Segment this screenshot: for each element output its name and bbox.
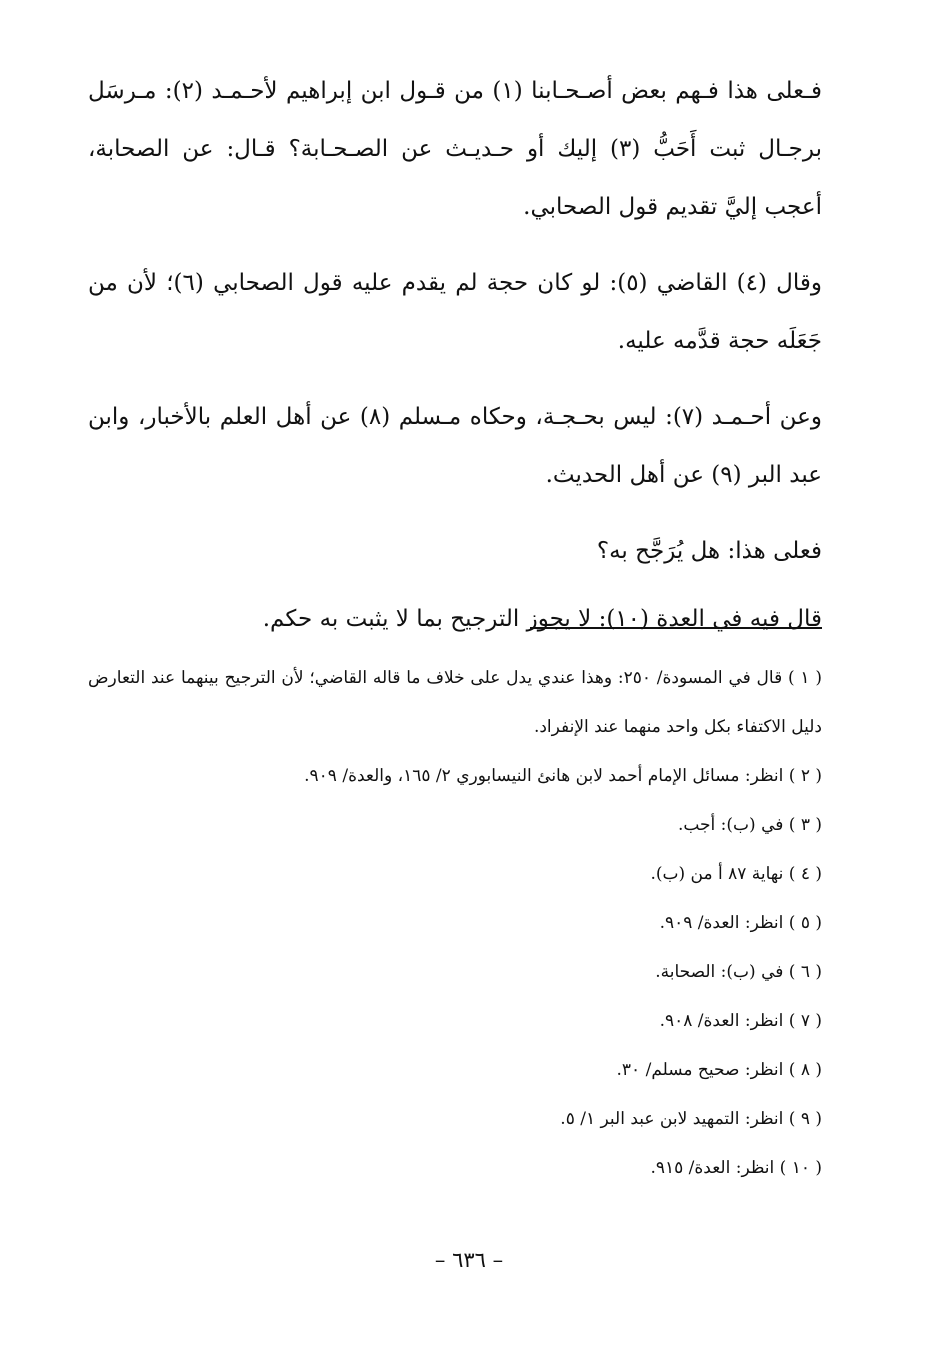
footnote: ( ٤ ) نهاية ٨٧ أ من (ب). xyxy=(650,864,822,884)
paragraph: قال فيه في العدة (١٠): لا يجوز الترجيح بما لا يثبت به حكم. xyxy=(262,606,822,632)
footnote: ( ٨ ) انظر: صحيح مسلم/ ٣٠. xyxy=(616,1060,822,1080)
paragraph: وقال (٤) القاضي (٥): لو كان حجة لم يقدم عليه قول الصحابي (٦)؛ لأن من جَعَلَه حجة قدَّمه عليه. xyxy=(88,270,822,354)
paragraph: وعن أحـمـد (٧): ليس بحـجـة، وحكاه مـسلم (٨) عن أهل العلم بالأخبار، وابن عبد البر (٩) عن أهل الحديث. xyxy=(88,404,822,488)
footnote: ( ٩ ) انظر: التمهيد لابن عبد البر ١/ ٥. xyxy=(560,1109,822,1129)
page-number: – ٦٣٦ – xyxy=(434,1248,504,1272)
footnotes xyxy=(88,654,822,1193)
footnote: ( ٥ ) انظر: العدة/ ٩٠٩. xyxy=(659,913,822,933)
footnote: ( ٧ ) انظر: العدة/ ٩٠٨. xyxy=(659,1011,822,1031)
footnote: ( ٦ ) في (ب): الصحابة. xyxy=(655,962,822,982)
paragraph: فعلى هذا: هل يُرَجَّح به؟ xyxy=(596,538,822,564)
main-text xyxy=(88,62,822,658)
footnote-separator xyxy=(530,627,822,629)
footnote: ( ٢ ) انظر: مسائل الإمام أحمد لابن هانئ النيسابوري ٢/ ١٦٥، والعدة/ ٩٠٩. xyxy=(304,766,822,786)
footnote: ( ١٠ ) انظر: العدة/ ٩١٥. xyxy=(650,1158,822,1178)
footnote: ( ١ ) قال في المسودة/ ٢٥٠: وهذا عندي يدل على خلاف ما قاله القاضي؛ لأن الترجيح بينهما عند التعارض دليل الاكتفاء بكل واحد منهما عند الإنفراد. xyxy=(88,668,822,737)
footnote: ( ٣ ) في (ب): أجب. xyxy=(677,815,822,835)
paragraph: فـعلى هذا فـهم بعض أصـحـابنا (١) من قـول ابن إبراهيم لأحـمـد (٢): مـرسَل برجـال ثبت أَحَبُّ (٣) إليك أو حـديـث عن الصـحـابة؟ قـال: عن الصحابة، أعجب إليَّ تقديم قول الصحابي. xyxy=(88,78,822,220)
